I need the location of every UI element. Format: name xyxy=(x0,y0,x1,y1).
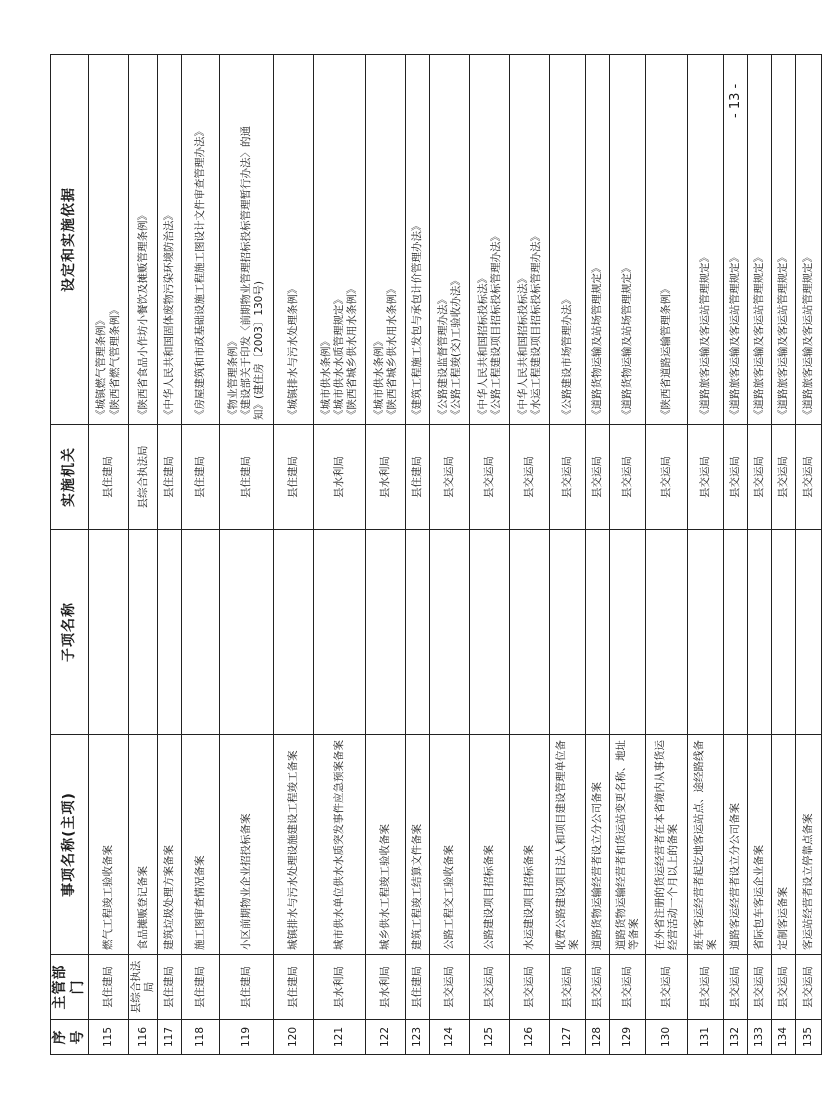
cell-agency: 县交运局 xyxy=(610,425,646,530)
cell-item: 道路客运经营者设立分公司备案 xyxy=(724,735,748,955)
cell-dept: 县交运局 xyxy=(430,955,470,1020)
cell-basis xyxy=(406,55,430,425)
cell-agency: 县交运局 xyxy=(586,425,610,530)
cell-sub xyxy=(158,530,182,735)
cell-basis xyxy=(748,55,772,425)
cell-basis xyxy=(129,55,158,425)
cell-agency: 县综合执法局 xyxy=(129,425,158,530)
cell-agency: 县交运局 xyxy=(646,425,688,530)
cell-basis xyxy=(688,55,724,425)
cell-no: 127 xyxy=(550,1020,586,1055)
cell-no: 132 xyxy=(724,1020,748,1055)
basis-line: 《公路建设市场管理办法》 xyxy=(561,294,574,420)
basis-line: 《城镇燃气管理条例》 xyxy=(95,315,108,420)
cell-item: 施工图审查情况备案 xyxy=(182,735,220,955)
cell-item: 燃气工程竣工验收备案 xyxy=(89,735,129,955)
table-row xyxy=(470,55,510,1055)
table-row xyxy=(796,55,822,1055)
cell-dept: 县交运局 xyxy=(586,955,610,1020)
cell-dept: 县交运局 xyxy=(470,955,510,1020)
cell-agency: 县交运局 xyxy=(470,425,510,530)
cell-no: 118 xyxy=(182,1020,220,1055)
basis-line: 《道路旅客运输及客运站管理规定》 xyxy=(729,252,742,420)
cell-agency: 县住建局 xyxy=(158,425,182,530)
cell-sub xyxy=(406,530,430,735)
table-row xyxy=(688,55,724,1055)
basis-line: 《中华人民共和国固体废物污染环境防治法》 xyxy=(163,210,176,420)
cell-sub xyxy=(724,530,748,735)
basis-line: 《公路工程竣(交)工验收办法》 xyxy=(449,275,462,420)
basis-line: 《公路建设监督管理办法》 xyxy=(436,294,449,420)
table-row xyxy=(89,55,129,1055)
cell-no: 131 xyxy=(688,1020,724,1055)
cell-no: 130 xyxy=(646,1020,688,1055)
col-header-basis: 设定和实施依据 xyxy=(51,55,89,425)
cell-basis xyxy=(646,55,688,425)
basis-line: 《陕西省燃气管理条例》 xyxy=(108,304,121,420)
table-row xyxy=(182,55,220,1055)
cell-dept: 县交运局 xyxy=(550,955,586,1020)
cell-basis xyxy=(796,55,822,425)
cell-dept: 县交运局 xyxy=(510,955,550,1020)
cell-sub xyxy=(586,530,610,735)
basis-line: 《中华人民共和国招标投标法》 xyxy=(516,273,529,420)
cell-item: 道路货物运输经营者设立分公司备案 xyxy=(586,735,610,955)
cell-dept: 县水利局 xyxy=(366,955,406,1020)
cell-no: 128 xyxy=(586,1020,610,1055)
cell-agency: 县住建局 xyxy=(406,425,430,530)
cell-no: 133 xyxy=(748,1020,772,1055)
basis-line: 《建设部关于印发〈前期物业管理招标投标管理暂行办法〉的通 xyxy=(240,126,253,420)
cell-no: 134 xyxy=(772,1020,796,1055)
cell-agency: 县水利局 xyxy=(366,425,406,530)
table-row xyxy=(220,55,274,1055)
table-row xyxy=(430,55,470,1055)
basis-line: 《道路旅客运输及客运站管理规定》 xyxy=(802,252,815,420)
basis-line: 《陕西省道路运输管理条例》 xyxy=(660,283,673,420)
cell-basis xyxy=(610,55,646,425)
cell-item: 班车客运经营者起讫地客运站点、途经路线备案 xyxy=(688,735,724,955)
cell-dept: 县住建局 xyxy=(274,955,314,1020)
col-header-dept: 主管部门 xyxy=(51,955,89,1020)
cell-basis xyxy=(158,55,182,425)
cell-no: 122 xyxy=(366,1020,406,1055)
cell-no: 135 xyxy=(796,1020,822,1055)
page-number: - 13 - xyxy=(728,83,743,119)
basis-line: 知》(建住房〔2003〕130号) xyxy=(253,281,266,420)
cell-no: 116 xyxy=(129,1020,158,1055)
basis-line: 《物业管理条例》 xyxy=(227,336,240,420)
cell-basis xyxy=(470,55,510,425)
cell-agency: 县交运局 xyxy=(430,425,470,530)
basis-line: 《城镇排水与污水处理条例》 xyxy=(287,283,300,420)
basis-line: 《陕西省食品小作坊小餐饮及摊贩管理条例》 xyxy=(136,210,149,420)
cell-dept: 县交运局 xyxy=(772,955,796,1020)
cell-dept: 县交运局 xyxy=(688,955,724,1020)
cell-item: 食品摊贩登记备案 xyxy=(129,735,158,955)
col-header-sub: 子项名称 xyxy=(51,530,89,735)
cell-sub xyxy=(182,530,220,735)
cell-basis xyxy=(772,55,796,425)
cell-item: 建筑垃圾处理方案备案 xyxy=(158,735,182,955)
cell-item: 公路建设项目招标备案 xyxy=(470,735,510,955)
cell-agency: 县交运局 xyxy=(724,425,748,530)
table-row xyxy=(610,55,646,1055)
cell-dept: 县住建局 xyxy=(158,955,182,1020)
cell-item: 城乡供水工程竣工验收备案 xyxy=(366,735,406,955)
cell-item: 省际包车客运企业备案 xyxy=(748,735,772,955)
basis-line: 《道路旅客运输及客运站管理规定》 xyxy=(777,252,790,420)
cell-item: 定制客运备案 xyxy=(772,735,796,955)
table-row xyxy=(772,55,796,1055)
cell-agency: 县交运局 xyxy=(772,425,796,530)
cell-no: 117 xyxy=(158,1020,182,1055)
cell-agency: 县交运局 xyxy=(550,425,586,530)
basis-line: 《水运工程建设项目招标投标管理办法》 xyxy=(529,231,542,420)
cell-no: 120 xyxy=(274,1020,314,1055)
cell-sub xyxy=(646,530,688,735)
cell-sub xyxy=(688,530,724,735)
cell-sub xyxy=(366,530,406,735)
cell-sub xyxy=(220,530,274,735)
cell-sub xyxy=(796,530,822,735)
table-row xyxy=(646,55,688,1055)
basis-line: 《城市供水水质管理规定》 xyxy=(333,294,346,420)
table-row xyxy=(314,55,366,1055)
cell-item: 收费公路建设项目法人和项目建设管理单位备案 xyxy=(550,735,586,955)
cell-sub xyxy=(610,530,646,735)
cell-agency: 县住建局 xyxy=(182,425,220,530)
table-row xyxy=(510,55,550,1055)
cell-dept: 县住建局 xyxy=(182,955,220,1020)
cell-item: 公路工程交工验收备案 xyxy=(430,735,470,955)
cell-sub xyxy=(748,530,772,735)
cell-basis xyxy=(430,55,470,425)
basis-line: 《城市供水条例》 xyxy=(320,336,333,420)
cell-dept: 县交运局 xyxy=(724,955,748,1020)
basis-line: 《道路货物运输及站场管理规定》 xyxy=(591,262,604,420)
cell-agency: 县住建局 xyxy=(274,425,314,530)
col-header-agency: 实施机关 xyxy=(51,425,89,530)
cell-sub xyxy=(550,530,586,735)
cell-sub xyxy=(89,530,129,735)
cell-item: 小区前期物业企业招投标备案 xyxy=(220,735,274,955)
cell-dept: 县综合执法局 xyxy=(129,955,158,1020)
cell-item: 建筑工程竣工结算文件备案 xyxy=(406,735,430,955)
matters-table xyxy=(50,54,822,1055)
cell-dept: 县住建局 xyxy=(89,955,129,1020)
cell-sub xyxy=(470,530,510,735)
cell-agency: 县交运局 xyxy=(748,425,772,530)
cell-item: 道路货物运输经营者和货运站变更名称、地址等备案 xyxy=(610,735,646,955)
cell-basis xyxy=(366,55,406,425)
cell-item: 城镇排水与污水处理设施建设工程竣工备案 xyxy=(274,735,314,955)
cell-agency: 县住建局 xyxy=(89,425,129,530)
cell-agency: 县水利局 xyxy=(314,425,366,530)
cell-agency: 县交运局 xyxy=(510,425,550,530)
cell-no: 126 xyxy=(510,1020,550,1055)
table-row xyxy=(274,55,314,1055)
cell-no: 115 xyxy=(89,1020,129,1055)
cell-no: 124 xyxy=(430,1020,470,1055)
cell-basis xyxy=(314,55,366,425)
basis-line: 《道路旅客运输及客运站管理规定》 xyxy=(699,252,712,420)
basis-line: 《中华人民共和国招标投标法》 xyxy=(476,273,489,420)
cell-basis xyxy=(89,55,129,425)
cell-dept: 县交运局 xyxy=(748,955,772,1020)
cell-sub xyxy=(129,530,158,735)
basis-line: 《房屋建筑和市政基础设施工程施工图设计文件审查管理办法》 xyxy=(194,126,207,420)
basis-line: 《城市供水条例》 xyxy=(372,336,385,420)
cell-basis xyxy=(586,55,610,425)
cell-basis xyxy=(182,55,220,425)
table-row xyxy=(366,55,406,1055)
basis-line: 《公路工程建设项目招标投标管理办法》 xyxy=(489,231,502,420)
cell-basis xyxy=(550,55,586,425)
cell-dept: 县水利局 xyxy=(314,955,366,1020)
table-row xyxy=(724,55,748,1055)
table-header-row xyxy=(51,55,89,1055)
table-row xyxy=(586,55,610,1055)
basis-line: 《道路货物运输及站场管理规定》 xyxy=(621,262,634,420)
basis-line: 《建筑工程施工发包与承包计价管理办法》 xyxy=(411,220,424,420)
cell-basis xyxy=(724,55,748,425)
table-row xyxy=(748,55,772,1055)
basis-line: 《道路旅客运输及客运站管理规定》 xyxy=(753,252,766,420)
table-row xyxy=(550,55,586,1055)
cell-item: 水运建设项目招标备案 xyxy=(510,735,550,955)
cell-sub xyxy=(274,530,314,735)
table-body xyxy=(89,55,822,1055)
cell-basis xyxy=(274,55,314,425)
col-header-item: 事项名称(主项) xyxy=(51,735,89,955)
rotated-page xyxy=(50,55,815,1055)
cell-sub xyxy=(772,530,796,735)
cell-no: 121 xyxy=(314,1020,366,1055)
cell-sub xyxy=(510,530,550,735)
cell-dept: 县住建局 xyxy=(220,955,274,1020)
cell-no: 129 xyxy=(610,1020,646,1055)
cell-agency: 县交运局 xyxy=(796,425,822,530)
table-row xyxy=(158,55,182,1055)
cell-dept: 县住建局 xyxy=(406,955,430,1020)
cell-dept: 县交运局 xyxy=(610,955,646,1020)
cell-item: 客运站经营者设立停靠点备案 xyxy=(796,735,822,955)
cell-item: 城市供水单位供水水质突发事件应急预案备案 xyxy=(314,735,366,955)
cell-item: 在外省注册的货运经营者在本省境内从事货运经营活动一个月以上的备案 xyxy=(646,735,688,955)
cell-sub xyxy=(430,530,470,735)
table-row xyxy=(406,55,430,1055)
cell-sub xyxy=(314,530,366,735)
basis-line: 《陕西省城乡供水用水条例》 xyxy=(346,283,359,420)
cell-no: 125 xyxy=(470,1020,510,1055)
cell-agency: 县交运局 xyxy=(688,425,724,530)
cell-dept: 县交运局 xyxy=(796,955,822,1020)
col-header-no: 序号 xyxy=(51,1020,89,1055)
cell-no: 119 xyxy=(220,1020,274,1055)
cell-no: 123 xyxy=(406,1020,430,1055)
cell-basis xyxy=(220,55,274,425)
basis-line: 《陕西省城乡供水用水条例》 xyxy=(385,283,398,420)
table-row xyxy=(129,55,158,1055)
cell-agency: 县住建局 xyxy=(220,425,274,530)
cell-basis xyxy=(510,55,550,425)
cell-dept: 县交运局 xyxy=(646,955,688,1020)
